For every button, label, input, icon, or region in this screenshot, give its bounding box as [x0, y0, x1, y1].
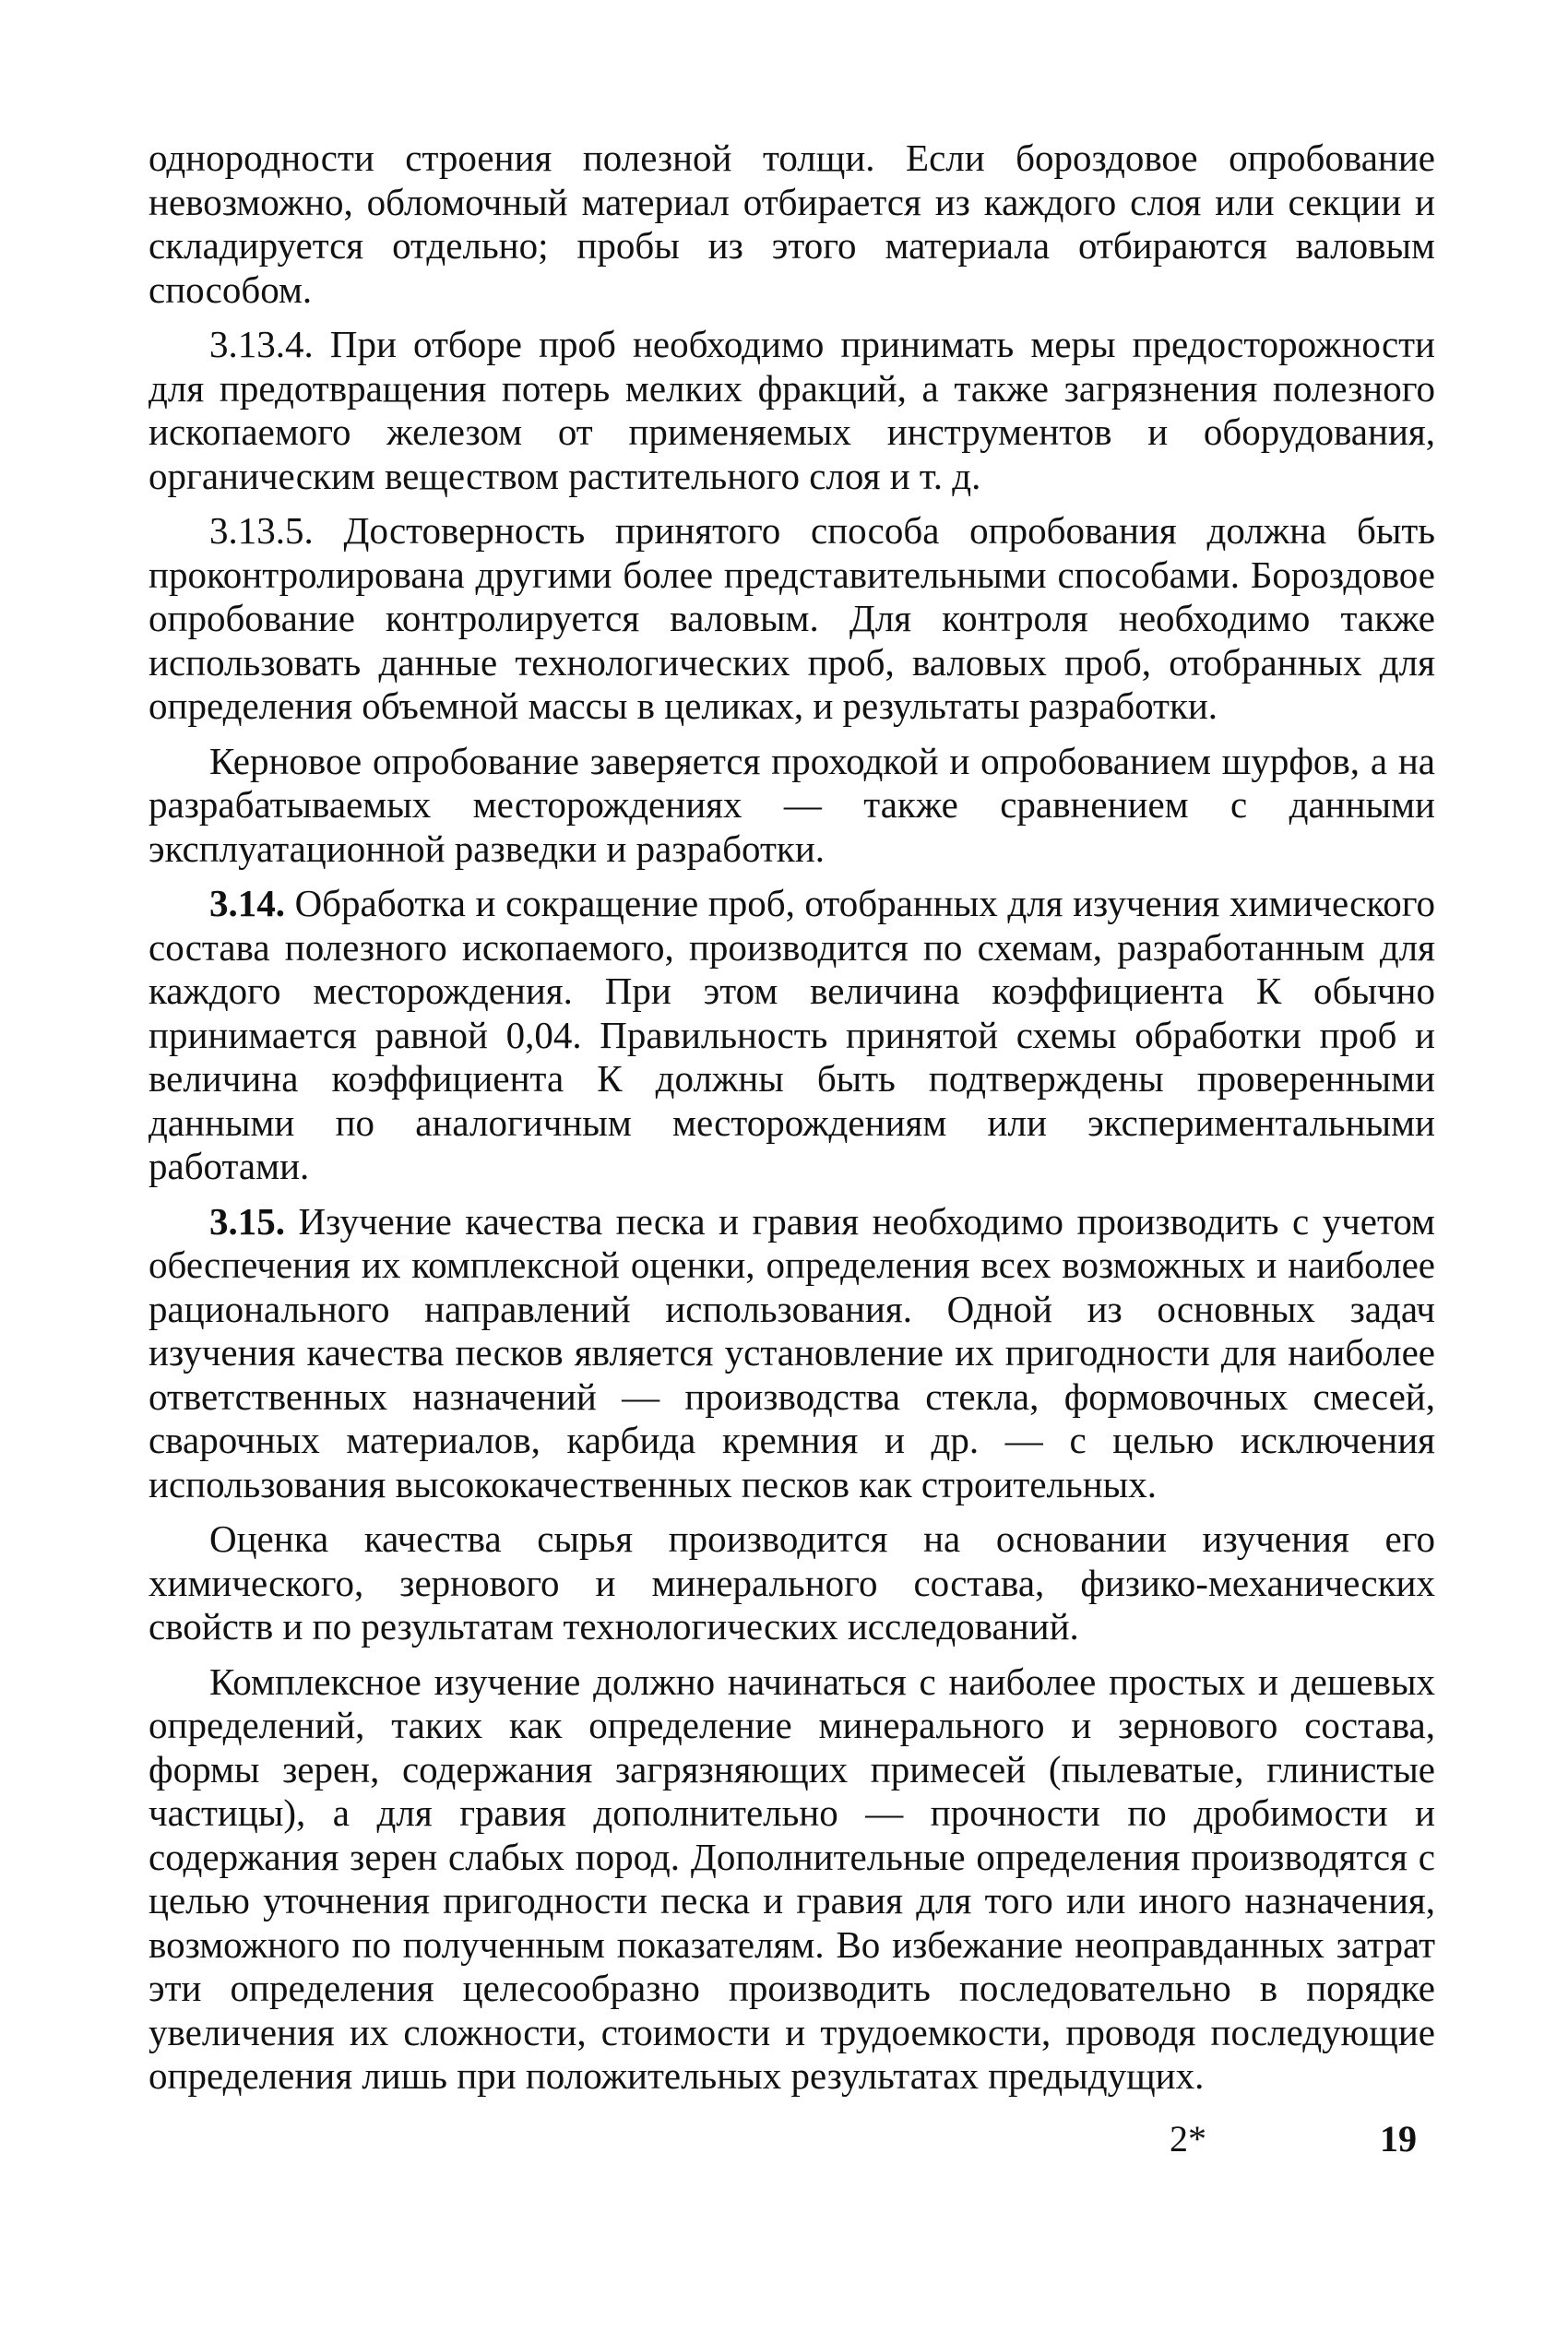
paragraph-3-15	[148, 1200, 1435, 1507]
page-number: 19	[1380, 2118, 1417, 2159]
paragraph-3-13-4	[148, 323, 1435, 498]
paragraph-3-13-5	[148, 509, 1435, 729]
paragraph-number: 3.14.	[209, 882, 285, 924]
document-page	[148, 137, 1435, 2110]
paragraph-text: Достоверность принятого способа опробования должна быть проконтролирована другими более представительными способами. Бороздовое опробование контролируется валовым. Для контроля необходимо также использовать данные технологических проб, валовых проб, отобранных для определения объемной массы в целиках, и результаты разработки.	[148, 509, 1435, 727]
signature-mark: 2*	[1170, 2118, 1206, 2159]
paragraph-number: 3.13.5.	[209, 509, 314, 552]
paragraph-text: Изучение качества песка и гравия необходимо производить с учетом обеспечения их комплексной оценки, определения всех возможных и наиболее рационального направлений использования. Одной из основных задач изучения качества песков является установление их пригодности для наиболее ответственных назначений — производства стекла, формовочных смесей, сварочных материалов, карбида кремния и др. — с целью исключения использования высококачественных песков как строительных.	[148, 1199, 1435, 1505]
paragraph-text: Комплексное изучение должно начинаться с наиболее простых и дешевых определений, таких как определение минерального и зернового состава, формы зерен, содержания загрязняющих примесей (пылеватые, глинистые частицы), а для гравия дополнительно — прочности по дробимости и содержания зерен слабых пород. Дополнительные определения производятся с целью уточнения пригодности песка и гравия для того или иного назначения, возможного по полученным показателям. Во избежание неоправданных затрат эти определения целесообразно производить последовательно в порядке увеличения их сложности, стоимости и трудоемкости, проводя последующие определения лишь при положительных результатах предыдущих.	[148, 1660, 1435, 2097]
paragraph-1	[148, 137, 1435, 312]
paragraph-text: Обработка и сокращение проб, отобранных для изучения химического состава полезного ископаемого, производится по схемам, разработанным для каждого месторождения. При этом величина коэффициента К обычно принимается равной 0,04. Правильность принятой схемы обработки проб и величина коэффициента К должны быть подтверждены проверенными данными по аналогичным месторождениям или экспериментальными работами.	[148, 882, 1435, 1187]
paragraph-text: Керновое опробование заверяется проходкой и опробованием шурфов, а на разрабатываемых месторождениях — также сравнением с данными эксплуатационной разведки и разработки.	[148, 739, 1435, 870]
page-footer	[0, 2117, 1568, 2172]
paragraph-core-sampling	[148, 740, 1435, 872]
paragraph-text: При отборе проб необходимо принимать меры предосторожности для предотвращения потерь мелких фракций, а также загрязнения полезного ископаемого железом от применяемых инструментов и оборудования, органическим веществом растительного слоя и т. д.	[148, 323, 1435, 497]
paragraph-number: 3.15.	[209, 1199, 285, 1243]
paragraph-number: 3.13.4.	[209, 323, 314, 365]
paragraph-quality-assessment	[148, 1517, 1435, 1649]
paragraph-3-14	[148, 882, 1435, 1189]
paragraph-text: Оценка качества сырья производится на основании изучения его химического, зернового и минерального состава, физико-механических свойств и по результатам технологических исследований.	[148, 1517, 1435, 1648]
paragraph-complex-study	[148, 1660, 1435, 2099]
paragraph-text: однородности строения полезной толщи. Если бороздовое опробование невозможно, обломочный материал отбирается из каждого слоя или секции и складируется отдельно; пробы из этого материала отбираются валовым способом.	[148, 137, 1435, 311]
